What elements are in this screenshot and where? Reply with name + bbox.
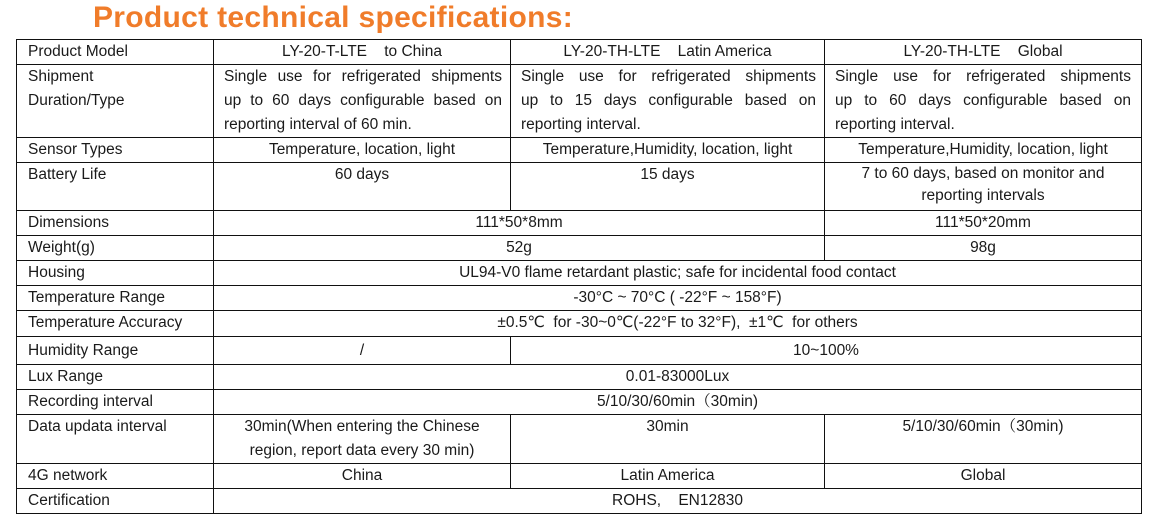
dimensions-cell: 111*50*8mm	[214, 211, 825, 236]
temp-range-cell: -30°C ~ 70°C ( -22°F ~ 158°F)	[214, 286, 1142, 311]
table-row	[17, 138, 1142, 163]
data-update-cell	[214, 415, 511, 464]
text-line: Single use for refrigerated shipments	[224, 68, 502, 85]
row-label: Battery Life	[17, 163, 214, 211]
text-line: 7 to 60 days, based on monitor and	[861, 165, 1105, 182]
certification-cell: ROHS, EN12830	[214, 489, 1142, 514]
table-row	[17, 311, 1142, 337]
row-label: Housing	[17, 261, 214, 286]
text-line: 30min(When entering the Chinese	[244, 418, 480, 435]
table-row	[17, 390, 1142, 415]
dimensions-cell: 111*50*20mm	[825, 211, 1142, 236]
network-cell: Global	[825, 464, 1142, 489]
model-cell: LY-20-TH-LTE Global	[825, 40, 1142, 65]
table-row	[17, 365, 1142, 390]
text-line: Single use for refrigerated shipments	[835, 68, 1131, 85]
table-row	[17, 163, 1142, 211]
page-title: Product technical specifications:	[93, 1, 574, 34]
text-line: reporting interval.	[835, 116, 955, 133]
row-label: Data updata interval	[17, 415, 214, 464]
text-line: up to 60 days configurable based on	[835, 92, 1131, 109]
sensor-cell: Temperature,Humidity, location, light	[825, 138, 1142, 163]
text-line: reporting intervals	[921, 187, 1045, 204]
text-line: reporting interval.	[521, 116, 641, 133]
model-cell: LY-20-T-LTE to China	[214, 40, 511, 65]
recording-cell: 5/10/30/60min（30min)	[214, 390, 1142, 415]
battery-cell: 15 days	[511, 163, 825, 211]
text-line: up to 15 days configurable based on	[521, 92, 816, 109]
row-label: Lux Range	[17, 365, 214, 390]
model-cell: LY-20-TH-LTE Latin America	[511, 40, 825, 65]
row-label: 4G network	[17, 464, 214, 489]
spec-table	[16, 39, 1142, 514]
row-label-line: Duration/Type	[28, 92, 125, 109]
row-label: Temperature Accuracy	[17, 311, 214, 337]
table-row	[17, 236, 1142, 261]
shipment-cell	[511, 65, 825, 138]
humidity-cell: 10~100%	[511, 337, 1142, 365]
text-line: Single use for refrigerated shipments	[521, 68, 816, 85]
battery-cell	[825, 163, 1142, 211]
table-row	[17, 464, 1142, 489]
row-label: Temperature Range	[17, 286, 214, 311]
table-row	[17, 211, 1142, 236]
data-update-cell: 30min	[511, 415, 825, 464]
weight-cell: 98g	[825, 236, 1142, 261]
table-row	[17, 40, 1142, 65]
shipment-cell	[214, 65, 511, 138]
battery-cell: 60 days	[214, 163, 511, 211]
table-row	[17, 65, 1142, 138]
shipment-cell	[825, 65, 1142, 138]
housing-cell: UL94-V0 flame retardant plastic; safe for incidental food contact	[214, 261, 1142, 286]
weight-cell: 52g	[214, 236, 825, 261]
table-row	[17, 489, 1142, 514]
row-label: Sensor Types	[17, 138, 214, 163]
sensor-cell: Temperature, location, light	[214, 138, 511, 163]
lux-cell: 0.01-83000Lux	[214, 365, 1142, 390]
row-label: Humidity Range	[17, 337, 214, 365]
row-label: Dimensions	[17, 211, 214, 236]
table-row	[17, 286, 1142, 311]
network-cell: Latin America	[511, 464, 825, 489]
text-line: up to 60 days configurable based on	[224, 92, 502, 109]
row-label: Product Model	[17, 40, 214, 65]
text-line: reporting interval of 60 min.	[224, 116, 412, 133]
row-label-line: Shipment	[28, 68, 94, 85]
row-label: Recording interval	[17, 390, 214, 415]
network-cell: China	[214, 464, 511, 489]
table-row	[17, 337, 1142, 365]
row-label: Certification	[17, 489, 214, 514]
temp-accuracy-cell: ±0.5℃ for -30~0℃(-22°F to 32°F), ±1℃ for others	[214, 311, 1142, 337]
text-line: region, report data every 30 min)	[249, 442, 475, 459]
row-label: Weight(g)	[17, 236, 214, 261]
data-update-cell: 5/10/30/60min（30min)	[825, 415, 1142, 464]
sensor-cell: Temperature,Humidity, location, light	[511, 138, 825, 163]
humidity-cell: /	[214, 337, 511, 365]
table-row	[17, 415, 1142, 464]
row-label	[17, 65, 214, 138]
table-row	[17, 261, 1142, 286]
